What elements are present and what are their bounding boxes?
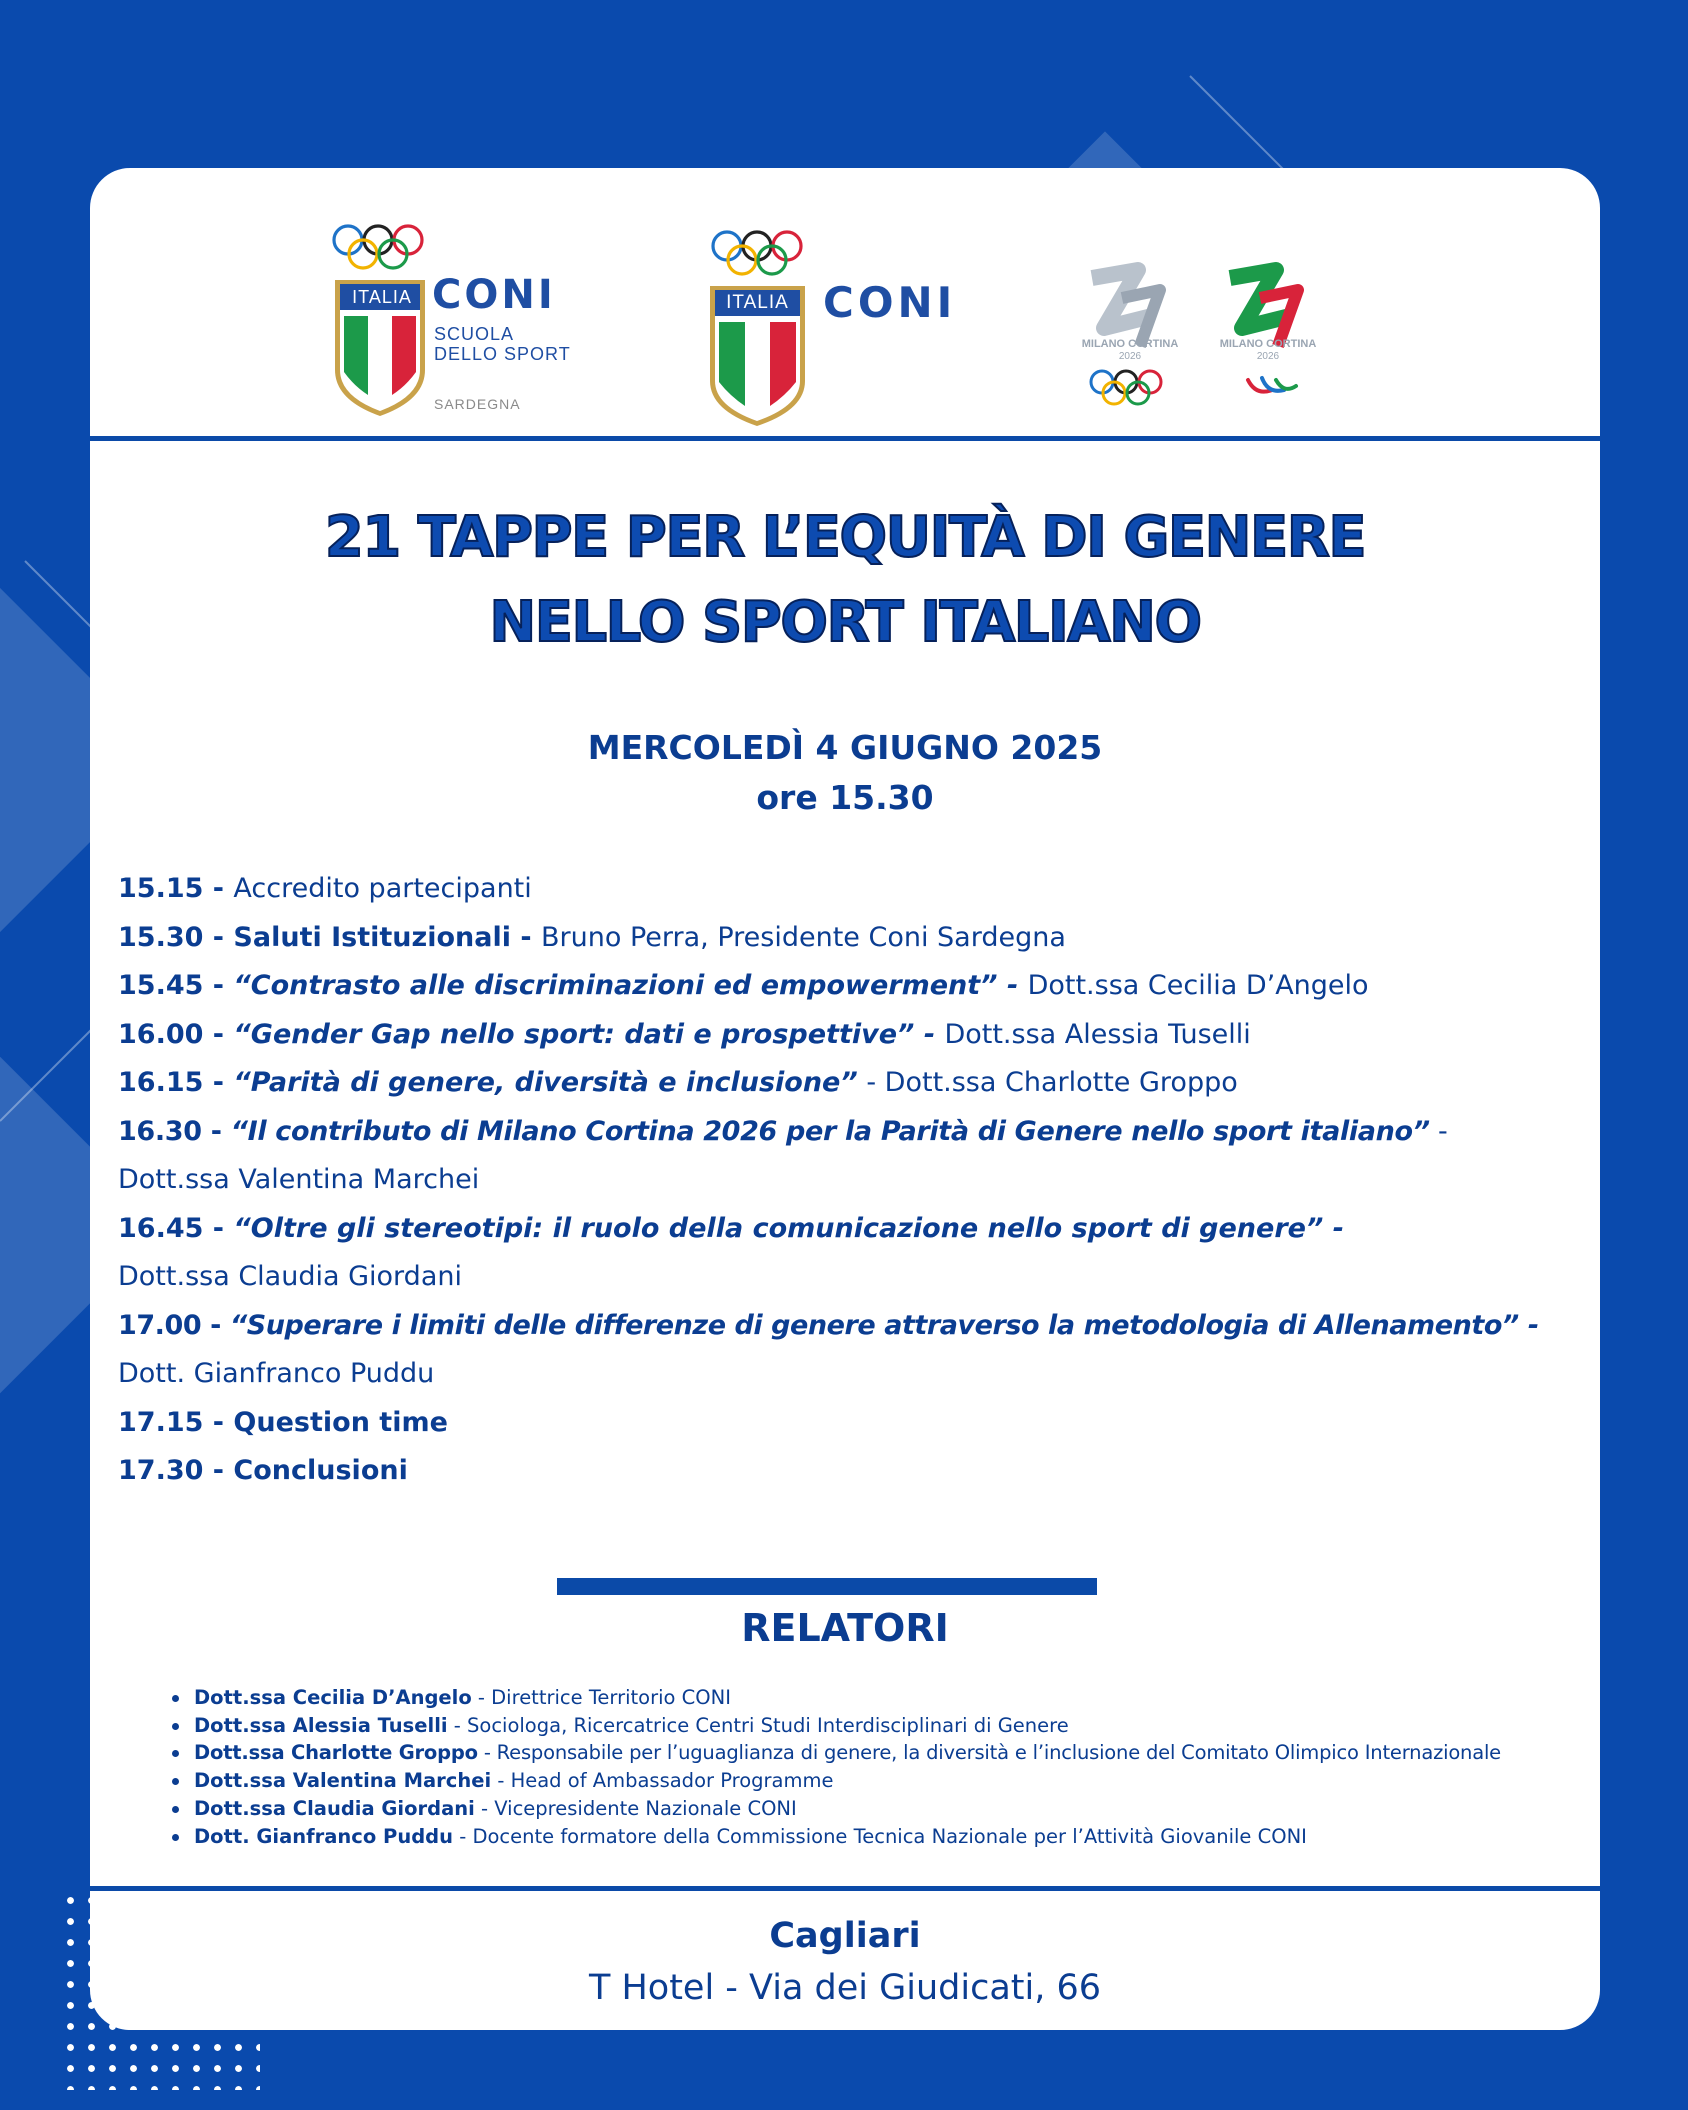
event-date: MERCOLEDÌ 4 GIUGNO 2025 bbox=[587, 728, 1103, 767]
milano-olympic-year: 2026 bbox=[1118, 351, 1142, 362]
footer-divider bbox=[90, 1886, 1600, 1891]
milano-cortina-paralympic-logo bbox=[1198, 260, 1338, 410]
program-talk-title: “Parità di genere, diversità e inclusione” bbox=[233, 1067, 858, 1098]
relatori-accent-bar bbox=[557, 1578, 1097, 1595]
milano-olympic-name: MILANO CORTINA bbox=[1081, 338, 1179, 350]
program-speaker: Dott.ssa Claudia Giordani bbox=[118, 1261, 462, 1292]
coni-brand: CONI bbox=[823, 278, 957, 327]
coni-shield-text: ITALIA bbox=[726, 292, 789, 313]
program-item-continuation bbox=[118, 1156, 1578, 1205]
coni-scuola-logo bbox=[330, 220, 590, 420]
coni-scuola-emblem bbox=[330, 220, 590, 420]
program-time: 16.00 - bbox=[118, 1018, 234, 1050]
relatori-heading: RELATORI bbox=[741, 1606, 949, 1650]
program-item bbox=[118, 1059, 1578, 1108]
program-time: 17.30 - bbox=[118, 1455, 234, 1486]
relatore-item bbox=[194, 1795, 1574, 1823]
relatore-role: - Docente formatore della Commissione Tecnica Nazionale per l’Attività Giovanile CONI bbox=[453, 1824, 1307, 1848]
program-separator: - bbox=[1429, 1115, 1448, 1147]
program-session: Question time bbox=[233, 1406, 448, 1438]
coni-emblem bbox=[705, 226, 825, 426]
relatore-role: - Head of Ambassador Programme bbox=[491, 1769, 834, 1793]
program-time: 17.00 - bbox=[118, 1309, 230, 1341]
program-list bbox=[118, 865, 1578, 1496]
scuola-line2: DELLO SPORT bbox=[434, 344, 571, 364]
program-item bbox=[118, 1011, 1578, 1060]
scuola-region: SARDEGNA bbox=[434, 396, 521, 412]
program-time: 16.15 - bbox=[118, 1067, 234, 1098]
program-item-continuation bbox=[118, 1350, 1578, 1399]
program-text: Accredito partecipanti bbox=[233, 873, 532, 904]
program-talk-title: “Il contributo di Milano Cortina 2026 per la Parità di Genere nello sport italiano” bbox=[230, 1115, 1430, 1147]
relatore-name: Dott.ssa Valentina Marchei bbox=[194, 1769, 492, 1793]
title-line-1: 21 TAPPE PER L’EQUITÀ DI GENERE bbox=[324, 505, 1366, 570]
scuola-brand: CONI bbox=[432, 272, 556, 318]
relatore-role: - Responsabile per l’uguaglianza di genere, la diversità e l’inclusione del Comitato Olimpico Internazionale bbox=[477, 1741, 1501, 1765]
program-item bbox=[118, 914, 1578, 963]
logo-row bbox=[90, 168, 1600, 436]
event-venue: T Hotel - Via dei Giudicati, 66 bbox=[588, 1968, 1102, 2008]
program-time: 15.45 - bbox=[118, 970, 234, 1001]
program-time: 17.15 - bbox=[118, 1406, 234, 1438]
program-talk-title: “Oltre gli stereotipi: il ruolo della comunicazione nello sport di genere” - bbox=[233, 1212, 1344, 1244]
program-session: Saluti Istituzionali - bbox=[233, 921, 542, 953]
relatore-role: - Vicepresidente Nazionale CONI bbox=[474, 1796, 797, 1820]
event-city: Cagliari bbox=[769, 1916, 921, 1956]
program-item bbox=[118, 1399, 1578, 1448]
program-item bbox=[118, 1302, 1578, 1351]
program-time: 15.15 - bbox=[118, 873, 234, 904]
relatore-role: - Direttrice Territorio CONI bbox=[471, 1686, 731, 1709]
relatore-name: Dott.ssa Cecilia D’Angelo bbox=[194, 1686, 472, 1709]
milano-cortina-olympic-logo bbox=[1060, 260, 1200, 410]
relatore-role: - Sociologa, Ricercatrice Centri Studi Interdisciplinari di Genere bbox=[447, 1713, 1069, 1737]
scuola-line1: SCUOLA bbox=[434, 324, 515, 344]
relatore-item bbox=[194, 1739, 1574, 1767]
milano-cortina-olympic-emblem bbox=[1060, 260, 1200, 410]
program-session: Conclusioni bbox=[233, 1455, 408, 1486]
program-item bbox=[118, 962, 1578, 1011]
relatore-name: Dott. Gianfranco Puddu bbox=[194, 1824, 454, 1848]
program-time: 16.45 - bbox=[118, 1212, 234, 1244]
program-item bbox=[118, 1108, 1578, 1157]
program-speaker: - Dott.ssa Charlotte Groppo bbox=[857, 1067, 1238, 1098]
program-time: 16.30 - bbox=[118, 1115, 231, 1147]
program-item bbox=[118, 1447, 1578, 1496]
relatore-item bbox=[194, 1712, 1574, 1740]
flyer-card bbox=[90, 168, 1600, 2030]
program-speaker: Dott. Gianfranco Puddu bbox=[118, 1358, 435, 1389]
program-item bbox=[118, 1205, 1578, 1254]
relatore-name: Dott.ssa Claudia Giordani bbox=[194, 1796, 475, 1820]
relatore-item bbox=[194, 1823, 1574, 1851]
relatori-list bbox=[194, 1684, 1574, 1850]
program-talk-title: “Superare i limiti delle differenze di genere attraverso la metodologia di Allenamento” - bbox=[229, 1309, 1539, 1341]
program-time: 15.30 - bbox=[118, 921, 234, 953]
header-divider bbox=[90, 436, 1600, 441]
milano-cortina-paralympic-emblem bbox=[1198, 260, 1338, 410]
milano-paralympic-name: MILANO CORTINA bbox=[1219, 338, 1317, 350]
relatore-item bbox=[194, 1684, 1574, 1712]
coni-logo bbox=[705, 226, 965, 426]
program-speaker: Dott.ssa Cecilia D’Angelo bbox=[1027, 970, 1369, 1001]
bg-line-top bbox=[1189, 75, 1296, 182]
milano-paralympic-year: 2026 bbox=[1256, 351, 1280, 362]
program-speaker: Bruno Perra, Presidente Coni Sardegna bbox=[541, 921, 1066, 953]
event-time: ore 15.30 bbox=[756, 778, 934, 817]
scuola-shield-text: ITALIA bbox=[352, 287, 412, 307]
relatore-name: Dott.ssa Charlotte Groppo bbox=[194, 1741, 478, 1765]
program-item bbox=[118, 865, 1578, 914]
title-line-2: NELLO SPORT ITALIANO bbox=[489, 590, 1201, 655]
relatore-item bbox=[194, 1767, 1574, 1795]
program-speaker: Dott.ssa Alessia Tuselli bbox=[944, 1018, 1251, 1050]
program-talk-title: “Gender Gap nello sport: dati e prospettive” - bbox=[233, 1018, 945, 1050]
program-talk-title: “Contrasto alle discriminazioni ed empowerment” - bbox=[233, 970, 1028, 1001]
program-speaker: Dott.ssa Valentina Marchei bbox=[118, 1164, 480, 1195]
relatore-name: Dott.ssa Alessia Tuselli bbox=[194, 1713, 448, 1737]
program-item-continuation bbox=[118, 1253, 1578, 1302]
